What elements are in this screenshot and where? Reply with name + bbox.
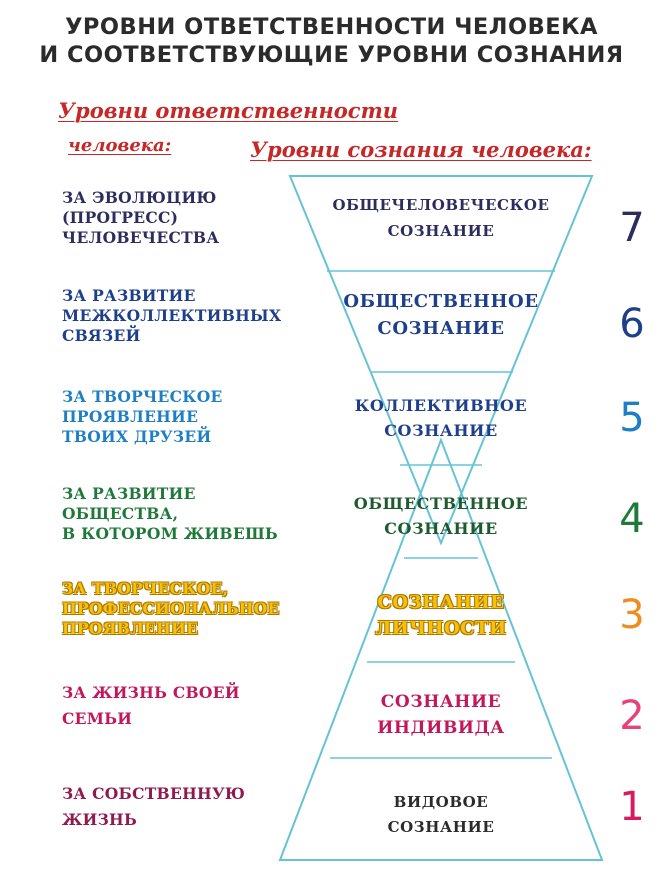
responsibility-line: ПРОЯВЛЕНИЕ [62,619,199,638]
responsibility-line: ОБЩЕСТВА, [62,504,179,523]
consciousness-line: СОЗНАНИЕ [387,818,495,836]
responsibility-line: ЗА РАЗВИТИЕ [62,484,196,503]
level-number-6: 6 [619,301,645,347]
responsibility-text-7 [62,188,219,248]
responsibility-line: ПРОФЕССИОНАЛЬНОЕ [62,599,280,618]
level-number-1: 1 [619,784,645,830]
consciousness-text-2 [330,689,552,741]
consciousness-line: ЛИЧНОСТИ [375,618,507,639]
consciousness-header: Уровни сознания человека: [250,137,592,162]
consciousness-line: КОЛЛЕКТИВНОЕ [354,396,528,415]
consciousness-line: СОЗНАНИЕ [384,421,498,440]
responsibility-header-line-1: Уровни ответственности [58,98,399,123]
responsibility-line: (ПРОГРЕСС) [62,208,179,227]
consciousness-text-1 [330,790,552,840]
consciousness-line: ОБЩЕСТВЕННОЕ [353,494,529,513]
responsibility-text-1 [62,781,245,833]
responsibility-line: СВЯЗЕЙ [62,326,141,345]
consciousness-line: ИНДИВИДА [377,718,505,738]
title-line-1: УРОВНИ ОТВЕТСТВЕННОСТИ ЧЕЛОВЕКА [65,14,598,40]
consciousness-line: СОЗНАНИЕ [384,519,498,538]
responsibility-line: ЧЕЛОВЕЧЕСТВА [62,228,220,247]
level-number-3: 3 [619,592,645,638]
responsibility-line: ТВОИХ ДРУЗЕЙ [62,427,212,446]
consciousness-line: ОБЩЕЧЕЛОВЕЧЕСКОЕ [332,196,550,214]
responsibility-text-5 [62,387,223,447]
responsibility-line: ПРОЯВЛЕНИЕ [62,407,199,426]
consciousness-text-5 [330,393,552,443]
responsibility-line: ЗА СОБСТВЕННУЮ [62,784,246,803]
consciousness-text-3 [330,590,552,642]
responsibility-text-3 [62,579,280,639]
title-line-2: И СООТВЕТСТВУЮЩИЕ УРОВНИ СОЗНАНИЯ [39,42,624,68]
level-number-4: 4 [619,496,645,542]
responsibility-line: МЕЖКОЛЛЕКТИВНЫХ [62,306,282,325]
responsibility-line: ЗА ТВОРЧЕСКОЕ, [62,579,229,598]
consciousness-line: СОЗНАНИЕ [377,318,505,339]
responsibility-line: ЗА ЭВОЛЮЦИЮ [62,188,217,207]
responsibility-text-4 [62,484,278,544]
responsibility-line: В КОТОРОМ ЖИВЕШЬ [62,524,278,543]
consciousness-line: ОБЩЕСТВЕННОЕ [343,291,539,312]
responsibility-line: СЕМЬИ [62,709,133,728]
responsibility-line: ЗА РАЗВИТИЕ [62,286,196,305]
consciousness-line: СОЗНАНИЕ [380,692,502,712]
responsibility-header-line-2: человека: [68,135,172,156]
level-number-5: 5 [619,395,645,441]
level-number-2: 2 [619,693,645,739]
responsibility-text-2 [62,680,240,732]
level-number-7: 7 [619,205,645,251]
consciousness-line: СОЗНАНИЕ [377,592,505,613]
consciousness-text-7 [330,192,552,244]
consciousness-text-4 [330,491,552,541]
consciousness-line: СОЗНАНИЕ [387,222,495,240]
responsibility-text-6 [62,286,281,346]
consciousness-line: ВИДОВОЕ [393,793,489,811]
responsibility-line: ЗА ЖИЗНЬ СВОЕЙ [62,683,240,702]
consciousness-text-6 [320,288,562,342]
responsibility-line: ЖИЗНЬ [62,810,138,829]
responsibility-line: ЗА ТВОРЧЕСКОЕ [62,387,223,406]
